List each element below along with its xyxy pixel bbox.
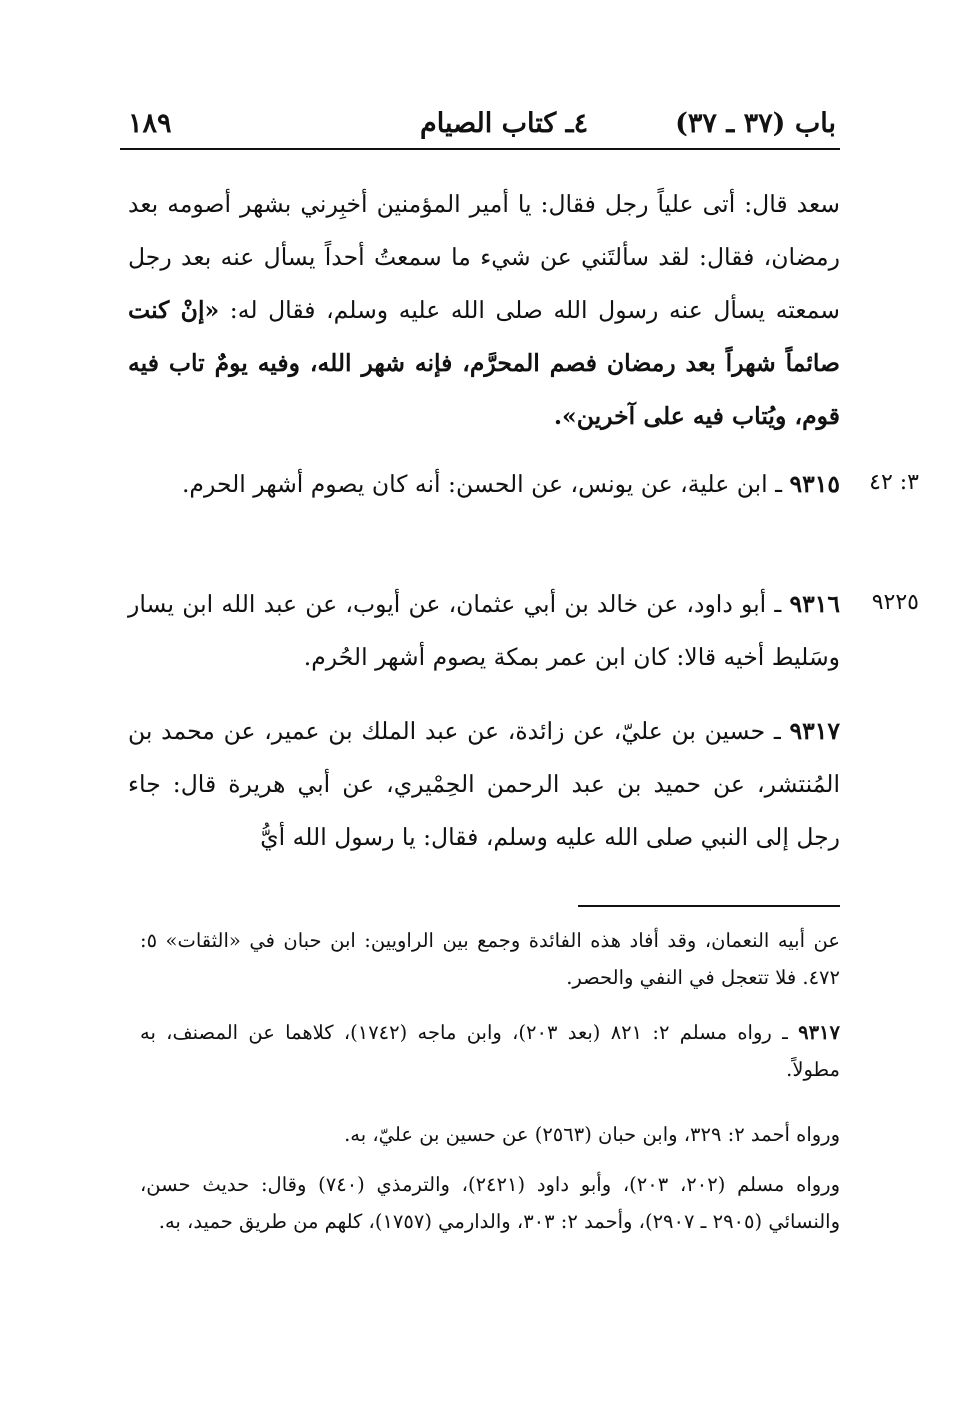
hadith-entry (128, 578, 840, 684)
margin-reference: ٣: ٤٢ (869, 470, 919, 495)
chapter-heading: باب (٣٧ ـ ٣٧) (675, 108, 836, 139)
footnote-text: ـ رواه مسلم ٢: ٨٢١ (بعد ٢٠٣)، وابن ماجه (١٧٤٢)، كلاهما عن المصنف، به مطولاً. (140, 1021, 840, 1081)
hadith-number: ٩٣١٦ (789, 590, 840, 618)
footnote (140, 1116, 840, 1153)
paragraph (140, 1014, 840, 1088)
footnote-text: ورواه أحمد ٢: ٣٢٩، وابن حبان (٢٥٦٣) عن حسين بن عليّ، به. (344, 1123, 840, 1146)
paragraph (128, 178, 840, 443)
hadith-number: ٩٣١٥ (789, 470, 840, 498)
hadith-text: ـ أبو داود، عن خالد بن أبي عثمان، عن أيوب، عن عبد الله ابن يسار وسَليط أخيه قالا: كان ابن عمر بمكة يصوم أشهر الحُرم. (128, 590, 840, 671)
running-header (120, 100, 840, 148)
footnote-text: ورواه مسلم (٢٠٢، ٢٠٣)، وأبو داود (٢٤٢١)، والترمذي (٧٤٠) وقال: حديث حسن، والنسائي (٢٩٠٥ ـ ٢٩٠٧)، وأحمد ٢: ٣٠٣، والدارمي (١٧٥٧)، كلهم من طريق حميد، به. (140, 1173, 840, 1233)
book-title: ٤ـ كتاب الصيام (420, 108, 589, 139)
margin-reference: ٩٢٢٥ (871, 590, 919, 615)
narration-text: سعد قال: أتى علياً رجل فقال: يا أمير المؤمنين أخبِرني بشهر أصومه بعد رمضان، فقال: لقد سألتَني عن شيء ما سمعتُ أحداً يسأل عنه بعد رجل سمعته يسأل عنه رسول الله صلى الله عليه وسلم، فقال له: (128, 190, 841, 324)
footnote-number: ٩٣١٧ (798, 1021, 840, 1044)
hadith-text: ـ حسين بن عليّ، عن زائدة، عن عبد الملك بن عمير، عن محمد بن المُنتشر، عن حميد بن عبد الرحمن الحِمْيري، عن أبي هريرة قال: جاء رجل إلى النبي صلى الله عليه وسلم، فقال: يا رسول الله أيُّ (128, 717, 840, 851)
hadith-continuation (128, 178, 840, 443)
paragraph (128, 578, 840, 684)
hadith-text: ـ ابن علية، عن يونس، عن الحسن: أنه كان يصوم أشهر الحرم. (181, 470, 783, 498)
footnote-text: عن أبيه النعمان، وقد أفاد هذه الفائدة وجمع بين الراويين: ابن حبان في «الثقات» ٥: ٤٧٢. فلا تتعجل في النفي والحصر. (140, 929, 840, 989)
header-divider (120, 148, 840, 150)
prophetic-saying: «إنْ كنت صائماً شهراً بعد رمضان فصم المحرَّم، فإنه شهر الله، وفيه يومٌ تاب فيه قوم، ويُتاب فيه على آخرين». (128, 296, 840, 430)
hadith-entry (128, 458, 840, 511)
footnote (140, 1014, 840, 1088)
hadith-entry (128, 705, 840, 864)
footnote (140, 1166, 840, 1240)
footnote (140, 922, 840, 996)
hadith-number: ٩٣١٧ (789, 717, 840, 745)
paragraph (128, 458, 840, 511)
footnote-divider (578, 905, 840, 907)
page-number: ١٨٩ (128, 108, 172, 139)
paragraph (128, 705, 840, 864)
